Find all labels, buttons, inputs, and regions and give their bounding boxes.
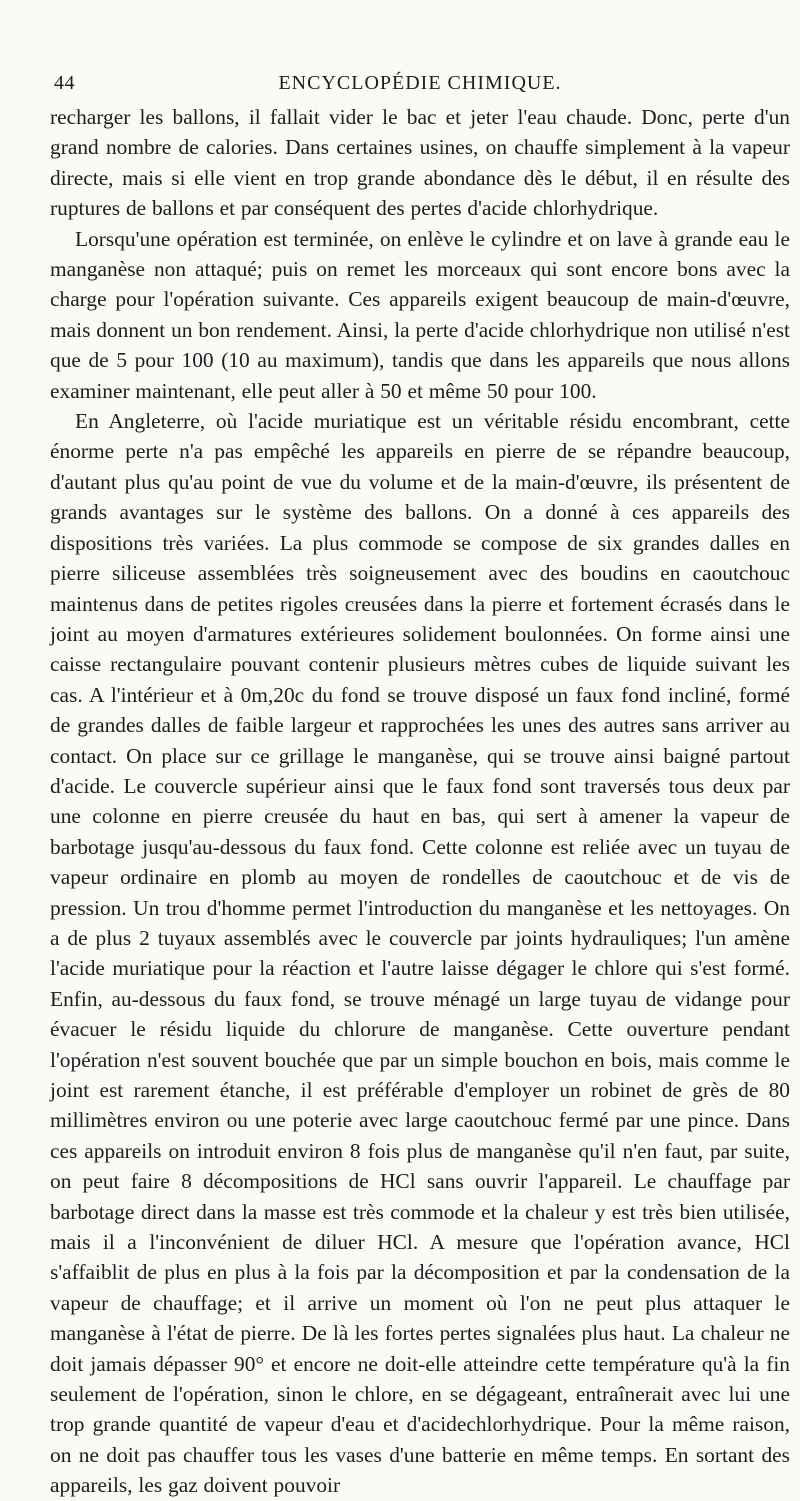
page-number: 44 bbox=[54, 72, 75, 94]
paragraph: En Angleterre, où l'acide muriatique est un véritable résidu encombrant, cette énorme perte n'a pas empêché les appareils en pierre de se répandre beaucoup, d'autant plus qu'au point de vue du volume et de la main-d'œuvre, ils présentent de grands avantages sur le système des ballons. On a donné à ces appareils des dispositions très variées. La plus commode se compose de six grandes dalles en pierre siliceuse assemblées très soigneusement avec des boudins en caoutchouc maintenus dans de petites rigoles creusées dans la pierre et fortement écrasés dans le joint au moyen d'armatures extérieures solidement boulonnées. On forme ainsi une caisse rectangulaire pouvant contenir plusieurs mètres cubes de liquide suivant les cas. A l'intérieur et à 0m,20c du fond se trouve disposé un faux fond incliné, formé de grandes dalles de faible largeur et rapprochées les unes des autres sans arriver au contact. On place sur ce grillage le manganèse, qui se trouve ainsi baigné partout d'acide. Le couvercle supérieur ainsi que le faux fond sont traversés tous deux par une colonne en pierre creusée du haut en bas, qui sert à amener la vapeur de barbotage jusqu'au-dessous du faux fond. Cette colonne est reliée avec un tuyau de vapeur ordinaire en plomb au moyen de rondelles de caoutchouc et de vis de pression. Un trou d'homme permet l'introduction du manganèse et les nettoyages. On a de plus 2 tuyaux assemblés avec le couvercle par joints hydrauliques; l'un amène l'acide muriatique pour la réaction et l'autre laisse dégager le chlore qui s'est formé. Enfin, au-dessous du faux fond, se trouve ménagé un large tuyau de vidange pour évacuer le résidu liquide du chlorure de manganèse. Cette ouverture pendant l'opération n'est souvent bouchée que par un simple bouchon en bois, mais comme le joint est rarement étanche, il est préférable d'employer un robinet de grès de 80 millimètres environ ou une poterie avec large caoutchouc fermé par une pince. Dans ces appareils on introduit environ 8 fois plus de manganèse qu'il n'en faut, par suite, on peut faire 8 décompositions de HCl sans ouvrir l'appareil. Le chauffage par barbotage direct dans la masse est très commode et la chaleur y est très bien utilisée, mais il a l'inconvénient de diluer HCl. A mesure que l'opération avance, HCl s'affaiblit de plus en plus à la fois par la décomposition et par la condensation de la vapeur de chauffage; et il arrive un moment où l'on ne peut plus attaquer le manganèse à l'état de pierre. De là les fortes pertes signalées plus haut. La chaleur ne doit jamais dépasser 90° et encore ne doit-elle atteindre cette température qu'à la fin seulement de l'opération, sinon le chlore, en se dégageant, entraînerait avec lui une trop grande quantité de vapeur d'eau et d'acidechlorhydrique. Pour la même raison, on ne doit pas chauffer tous les vases d'une batterie en même temps. En sortant des appareils, les gaz doivent pouvoir bbox=[50, 409, 790, 1498]
document-page bbox=[50, 72, 790, 1501]
page-header bbox=[50, 72, 790, 102]
paragraph: Lorsqu'une opération est terminée, on enlève le cylindre et on lave à grande eau le manganèse non attaqué; puis on remet les morceaux qui sont encore bons avec la charge pour l'opération suivante. Ces appareils exigent beaucoup de main-d'œuvre, mais donnent un bon rendement. Ainsi, la perte d'acide chlorhydrique non utilisé n'est que de 5 pour 100 (10 au maximum), tandis que dans les appareils que nous allons examiner maintenant, elle peut aller à 50 et même 50 pour 100. bbox=[50, 226, 790, 403]
body-text bbox=[50, 102, 790, 1501]
running-title: ENCYCLOPÉDIE CHIMIQUE. bbox=[278, 72, 562, 94]
paragraph-continued: recharger les ballons, il fallait vider le bac et jeter l'eau chaude. Donc, perte d'un grand nombre de calories. Dans certaines usines, on chauffe simplement à la vapeur directe, mais si elle vient en trop grande abondance dès le début, il en résulte des ruptures de ballons et par conséquent des pertes d'acide chlorhydrique. bbox=[50, 105, 790, 221]
